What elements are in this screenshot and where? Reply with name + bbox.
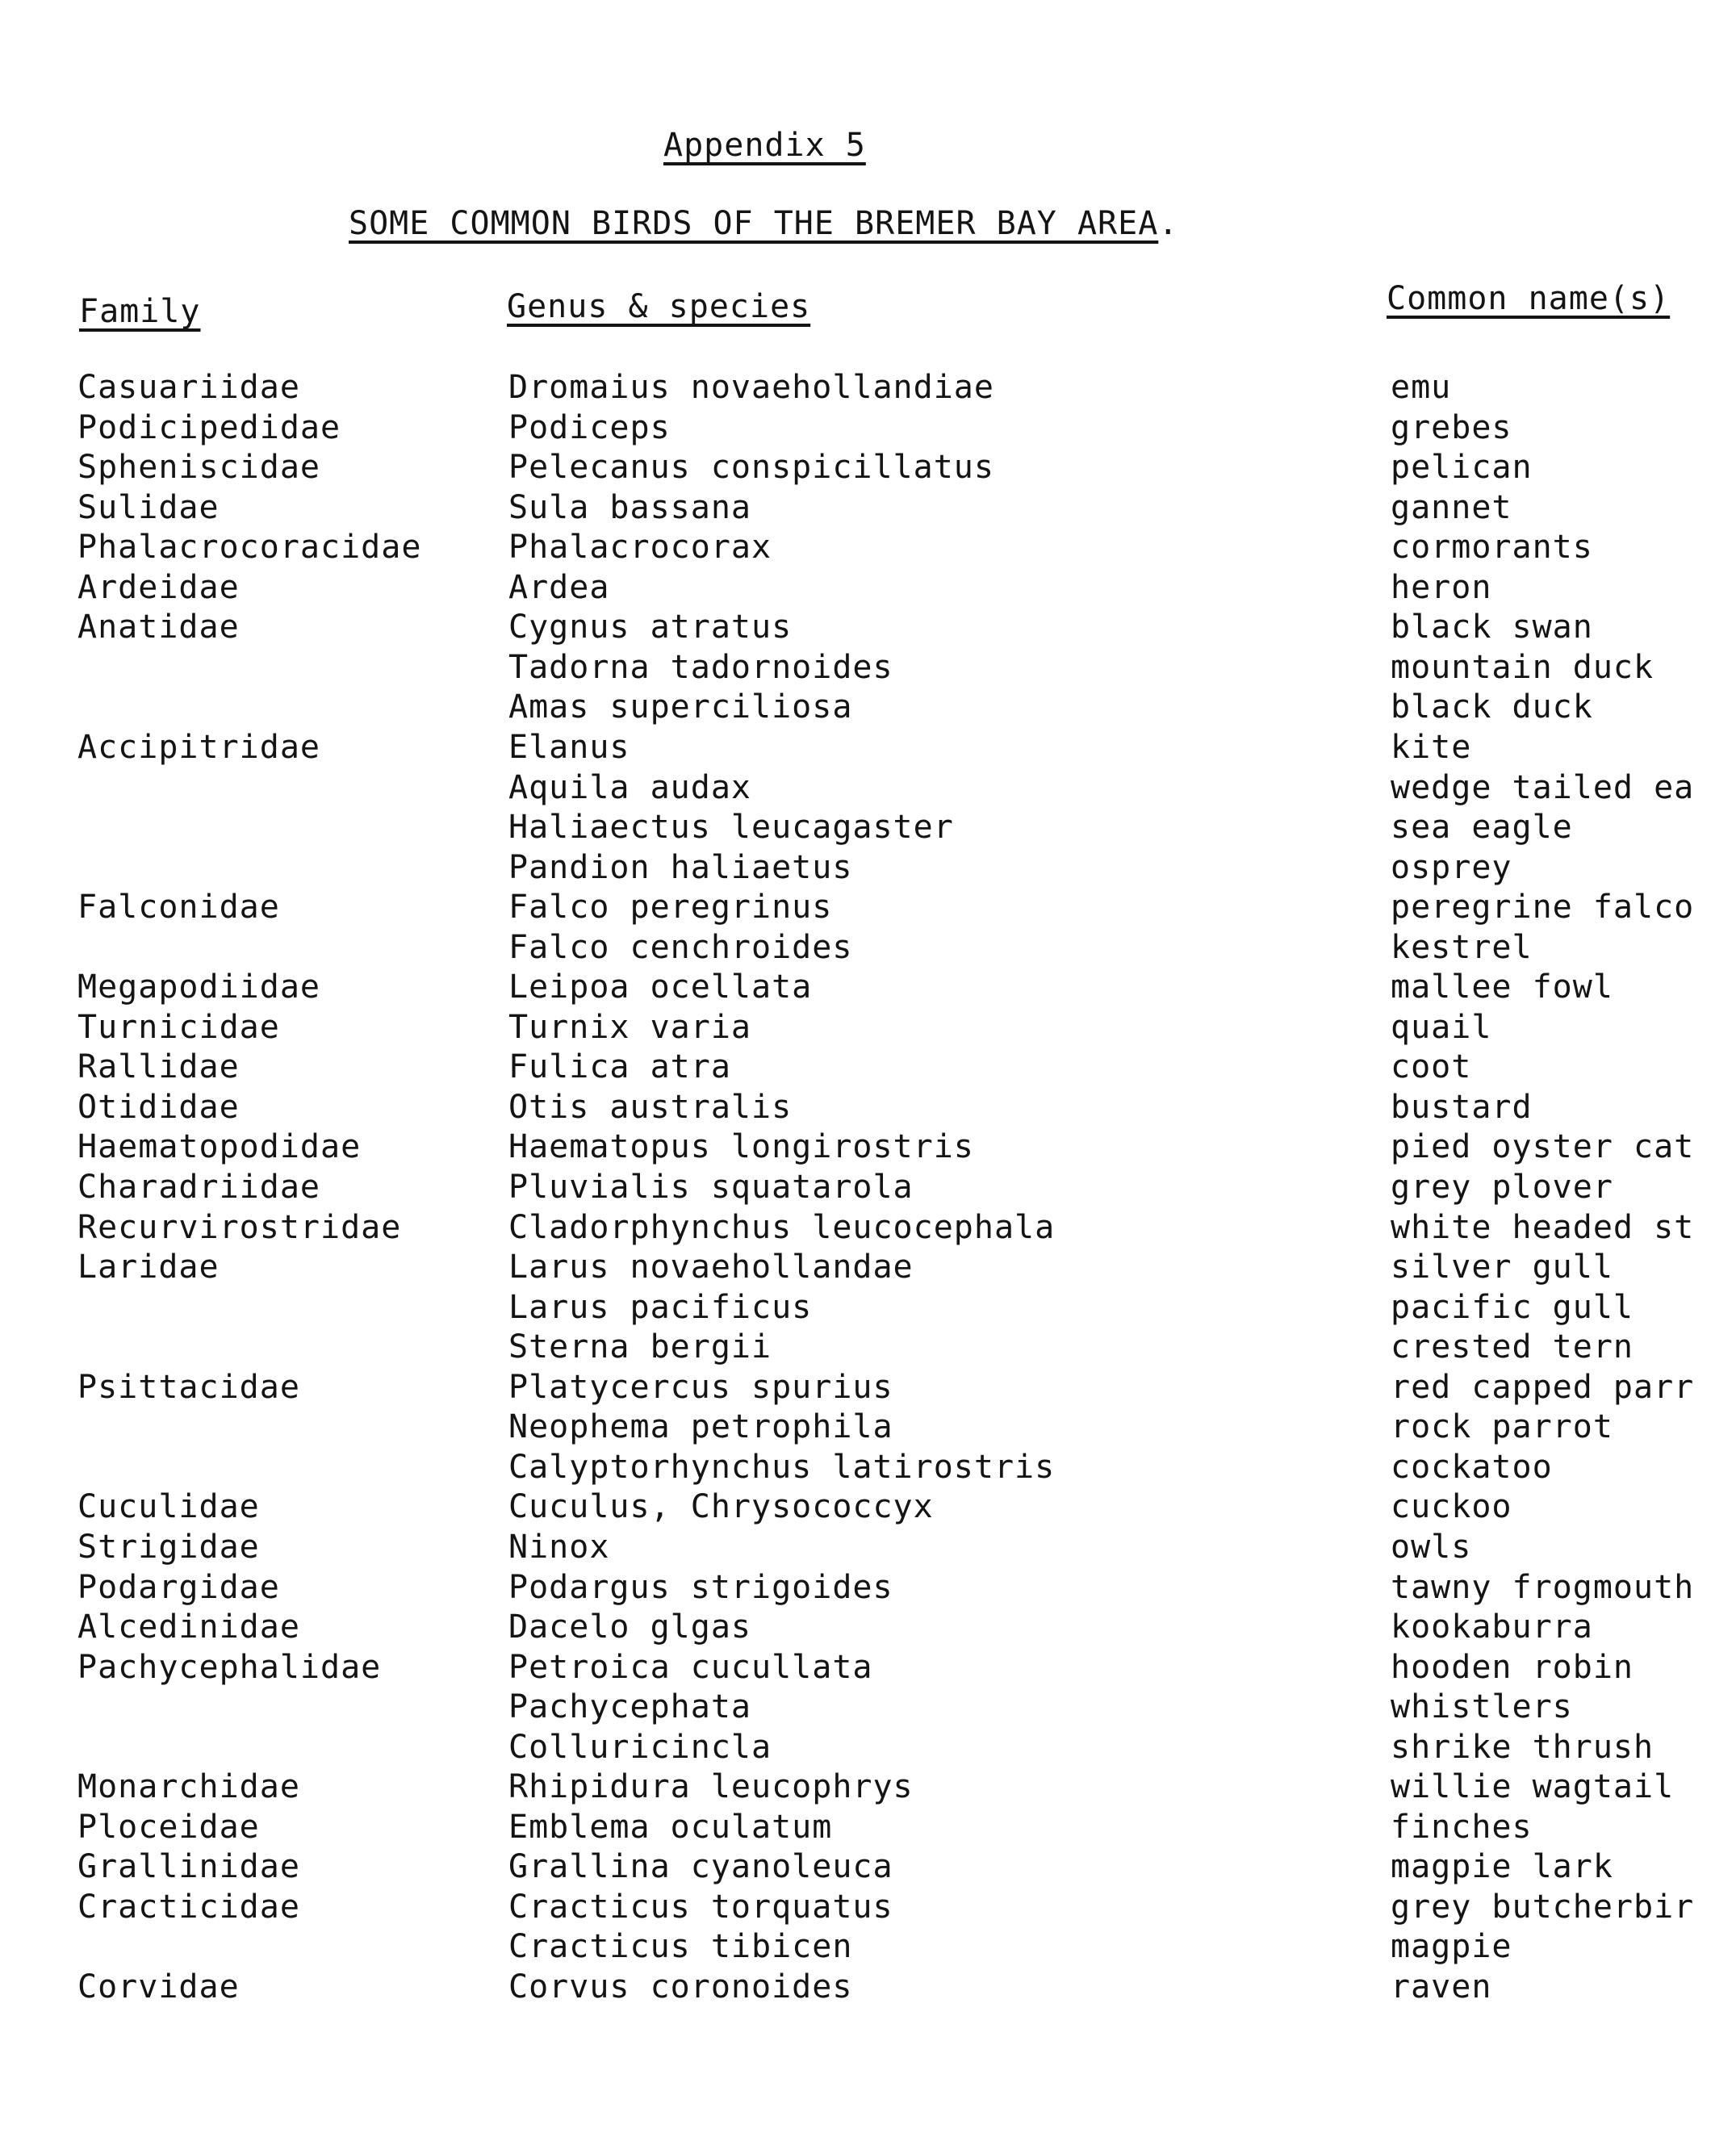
- table-row: [0, 1047, 1736, 1087]
- common-name-cell: pelican: [1391, 449, 1533, 486]
- common-name-cell: peregrine falco: [1391, 889, 1695, 926]
- family-cell: Corvidae: [77, 1968, 240, 2006]
- genus-species-cell: Rhipidura leucophrys: [508, 1768, 914, 1805]
- common-name-cell: cuckoo: [1391, 1488, 1512, 1525]
- genus-species-cell: Turnix varia: [508, 1009, 751, 1046]
- table-row: [0, 967, 1736, 1007]
- table-row: [0, 687, 1736, 727]
- genus-species-cell: Podargus strigoides: [508, 1569, 893, 1606]
- common-name-cell: black duck: [1391, 688, 1593, 726]
- table-row: [0, 487, 1736, 528]
- table-row: [0, 1007, 1736, 1048]
- genus-species-cell: Amas superciliosa: [508, 688, 853, 726]
- table-row: [0, 367, 1736, 408]
- genus-species-cell: Cladorphynchus leucocephala: [508, 1209, 1056, 1246]
- table-row: [0, 1207, 1736, 1248]
- genus-species-cell: Pluvialis squatarola: [508, 1169, 914, 1206]
- subtitle-text: SOME COMMON BIRDS OF THE BREMER BAY AREA: [349, 205, 1159, 242]
- genus-species-cell: Elanus: [508, 729, 630, 766]
- table-row: [0, 527, 1736, 567]
- table-row: [0, 1847, 1736, 1887]
- table-row: [0, 807, 1736, 847]
- common-name-cell: shrike thrush: [1391, 1729, 1654, 1766]
- common-name-cell: whistlers: [1391, 1688, 1573, 1725]
- table-row: [0, 1727, 1736, 1767]
- common-name-cell: emu: [1391, 369, 1452, 406]
- genus-species-cell: Dromaius novaehollandiae: [508, 369, 994, 406]
- common-name-cell: red capped parr: [1391, 1369, 1695, 1406]
- genus-species-cell: Falco peregrinus: [508, 889, 833, 926]
- genus-species-cell: Neophema petrophila: [508, 1408, 893, 1445]
- family-cell: Megapodiidae: [77, 968, 320, 1006]
- common-name-cell: grey plover: [1391, 1169, 1613, 1206]
- genus-species-cell: Cracticus tibicen: [508, 1928, 853, 1965]
- genus-species-cell: Larus pacificus: [508, 1289, 813, 1326]
- family-cell: Rallidae: [77, 1048, 240, 1085]
- column-header-genus-species: Genus & species: [507, 288, 811, 325]
- table-row: [0, 1247, 1736, 1287]
- common-name-cell: cockatoo: [1391, 1449, 1553, 1486]
- genus-species-cell: Fulica atra: [508, 1048, 731, 1085]
- genus-species-cell: Cuculus, Chrysococcyx: [508, 1488, 934, 1525]
- table-row: [0, 727, 1736, 768]
- genus-species-cell: Pandion haliaetus: [508, 849, 853, 886]
- family-cell: Podicipedidae: [77, 409, 341, 446]
- genus-species-cell: Phalacrocorax: [508, 529, 772, 566]
- genus-species-cell: Ardea: [508, 569, 610, 606]
- common-name-cell: heron: [1391, 569, 1492, 606]
- table-row: [0, 1687, 1736, 1727]
- common-name-cell: raven: [1391, 1968, 1492, 2006]
- genus-species-cell: Larus novaehollandae: [508, 1249, 914, 1286]
- column-header-family: Family: [79, 293, 201, 330]
- common-name-cell: crested tern: [1391, 1328, 1634, 1366]
- table-row: [0, 1367, 1736, 1407]
- genus-species-cell: Aquila audax: [508, 769, 751, 806]
- table-row: [0, 647, 1736, 688]
- column-header-common-names: Common name(s): [1387, 280, 1671, 317]
- table-row: [0, 1327, 1736, 1367]
- family-cell: Monarchidae: [77, 1768, 300, 1805]
- genus-species-cell: Colluricincla: [508, 1729, 772, 1766]
- family-cell: Pachycephalidae: [77, 1649, 382, 1686]
- genus-species-cell: Platycercus spurius: [508, 1369, 893, 1406]
- common-name-cell: gannet: [1391, 489, 1512, 526]
- common-name-cell: magpie: [1391, 1928, 1512, 1965]
- common-name-cell: mountain duck: [1391, 649, 1654, 686]
- family-cell: Anatidae: [77, 609, 240, 646]
- table-row: [0, 1087, 1736, 1127]
- genus-species-cell: Falco cenchroides: [508, 929, 853, 966]
- family-cell: Laridae: [77, 1249, 220, 1286]
- family-cell: Sulidae: [77, 489, 220, 526]
- family-cell: Strigidae: [77, 1529, 260, 1566]
- common-name-cell: cormorants: [1391, 529, 1593, 566]
- common-name-cell: grey butcherbir: [1391, 1888, 1695, 1926]
- genus-species-cell: Dacelo glgas: [508, 1608, 751, 1646]
- genus-species-cell: Haliaectus leucagaster: [508, 809, 954, 846]
- common-name-cell: pacific gull: [1391, 1289, 1634, 1326]
- genus-species-cell: Haematopus longirostris: [508, 1128, 974, 1165]
- table-row: [0, 1287, 1736, 1328]
- genus-species-cell: Grallina cyanoleuca: [508, 1848, 893, 1885]
- subtitle-period: .: [1158, 205, 1179, 242]
- common-name-cell: grebes: [1391, 409, 1512, 446]
- table-row: [0, 447, 1736, 487]
- table-row: [0, 567, 1736, 608]
- family-cell: Otididae: [77, 1089, 240, 1126]
- genus-species-cell: Cracticus torquatus: [508, 1888, 893, 1926]
- table-row: [0, 847, 1736, 888]
- family-cell: Recurvirostridae: [77, 1209, 402, 1246]
- family-cell: Accipitridae: [77, 729, 320, 766]
- common-name-cell: wedge tailed ea: [1391, 769, 1695, 806]
- common-name-cell: kite: [1391, 729, 1472, 766]
- common-name-cell: finches: [1391, 1809, 1533, 1846]
- common-name-cell: mallee fowl: [1391, 968, 1613, 1006]
- genus-species-cell: Otis australis: [508, 1089, 793, 1126]
- document-subtitle: [349, 199, 1178, 248]
- genus-species-cell: Sterna bergii: [508, 1328, 772, 1366]
- family-cell: Charadriidae: [77, 1169, 320, 1206]
- genus-species-cell: Leipoa ocellata: [508, 968, 813, 1006]
- common-name-cell: kookaburra: [1391, 1608, 1593, 1646]
- common-name-cell: bustard: [1391, 1089, 1533, 1126]
- table-row: [0, 1487, 1736, 1527]
- family-cell: Spheniscidae: [77, 449, 320, 486]
- genus-species-cell: Sula bassana: [508, 489, 751, 526]
- common-name-cell: quail: [1391, 1009, 1492, 1046]
- genus-species-cell: Pelecanus conspicillatus: [508, 449, 994, 486]
- common-name-cell: willie wagtail: [1391, 1768, 1675, 1805]
- appendix-title: Appendix 5: [663, 127, 866, 164]
- common-name-cell: kestrel: [1391, 929, 1533, 966]
- table-row: [0, 1607, 1736, 1647]
- family-cell: Turnicidae: [77, 1009, 280, 1046]
- family-cell: Ardeidae: [77, 569, 240, 606]
- table-row: [0, 887, 1736, 927]
- common-name-cell: rock parrot: [1391, 1408, 1613, 1445]
- table-row: [0, 1127, 1736, 1167]
- common-name-cell: white headed st: [1391, 1209, 1695, 1246]
- family-cell: Haematopodidae: [77, 1128, 362, 1165]
- genus-species-cell: Corvus coronoides: [508, 1968, 853, 2006]
- family-cell: Grallinidae: [77, 1848, 300, 1885]
- genus-species-cell: Podiceps: [508, 409, 671, 446]
- table-row: [0, 1807, 1736, 1847]
- table-row: [0, 1567, 1736, 1608]
- table-row: [0, 408, 1736, 448]
- genus-species-cell: Cygnus atratus: [508, 609, 793, 646]
- table-row: [0, 1967, 1736, 2007]
- family-cell: Falconidae: [77, 889, 280, 926]
- table-row: [0, 1926, 1736, 1967]
- common-name-cell: hooden robin: [1391, 1649, 1634, 1686]
- common-name-cell: magpie lark: [1391, 1848, 1613, 1885]
- table-row: [0, 1767, 1736, 1807]
- family-cell: Cuculidae: [77, 1488, 260, 1525]
- genus-species-cell: Emblema oculatum: [508, 1809, 833, 1846]
- common-name-cell: black swan: [1391, 609, 1593, 646]
- family-cell: Psittacidae: [77, 1369, 300, 1406]
- table-row: [0, 1447, 1736, 1487]
- common-name-cell: owls: [1391, 1529, 1472, 1566]
- family-cell: Cracticidae: [77, 1888, 300, 1926]
- common-name-cell: silver gull: [1391, 1249, 1613, 1286]
- table-row: [0, 768, 1736, 808]
- table-row: [0, 607, 1736, 647]
- table-row: [0, 1887, 1736, 1927]
- family-cell: Casuariidae: [77, 369, 300, 406]
- common-name-cell: pied oyster cat: [1391, 1128, 1695, 1165]
- family-cell: Alcedinidae: [77, 1608, 300, 1646]
- family-cell: Ploceidae: [77, 1809, 260, 1846]
- table-row: [0, 927, 1736, 968]
- genus-species-cell: Ninox: [508, 1529, 610, 1566]
- genus-species-cell: Pachycephata: [508, 1688, 751, 1725]
- table-row: [0, 1527, 1736, 1567]
- genus-species-cell: Petroica cucullata: [508, 1649, 873, 1686]
- common-name-cell: coot: [1391, 1048, 1472, 1085]
- common-name-cell: osprey: [1391, 849, 1512, 886]
- common-name-cell: sea eagle: [1391, 809, 1573, 846]
- table-row: [0, 1647, 1736, 1688]
- genus-species-cell: Calyptorhynchus latirostris: [508, 1449, 1056, 1486]
- table-row: [0, 1167, 1736, 1207]
- table-row: [0, 1407, 1736, 1447]
- family-cell: Phalacrocoracidae: [77, 529, 422, 566]
- common-name-cell: tawny frogmouth: [1391, 1569, 1695, 1606]
- family-cell: Podargidae: [77, 1569, 280, 1606]
- genus-species-cell: Tadorna tadornoides: [508, 649, 893, 686]
